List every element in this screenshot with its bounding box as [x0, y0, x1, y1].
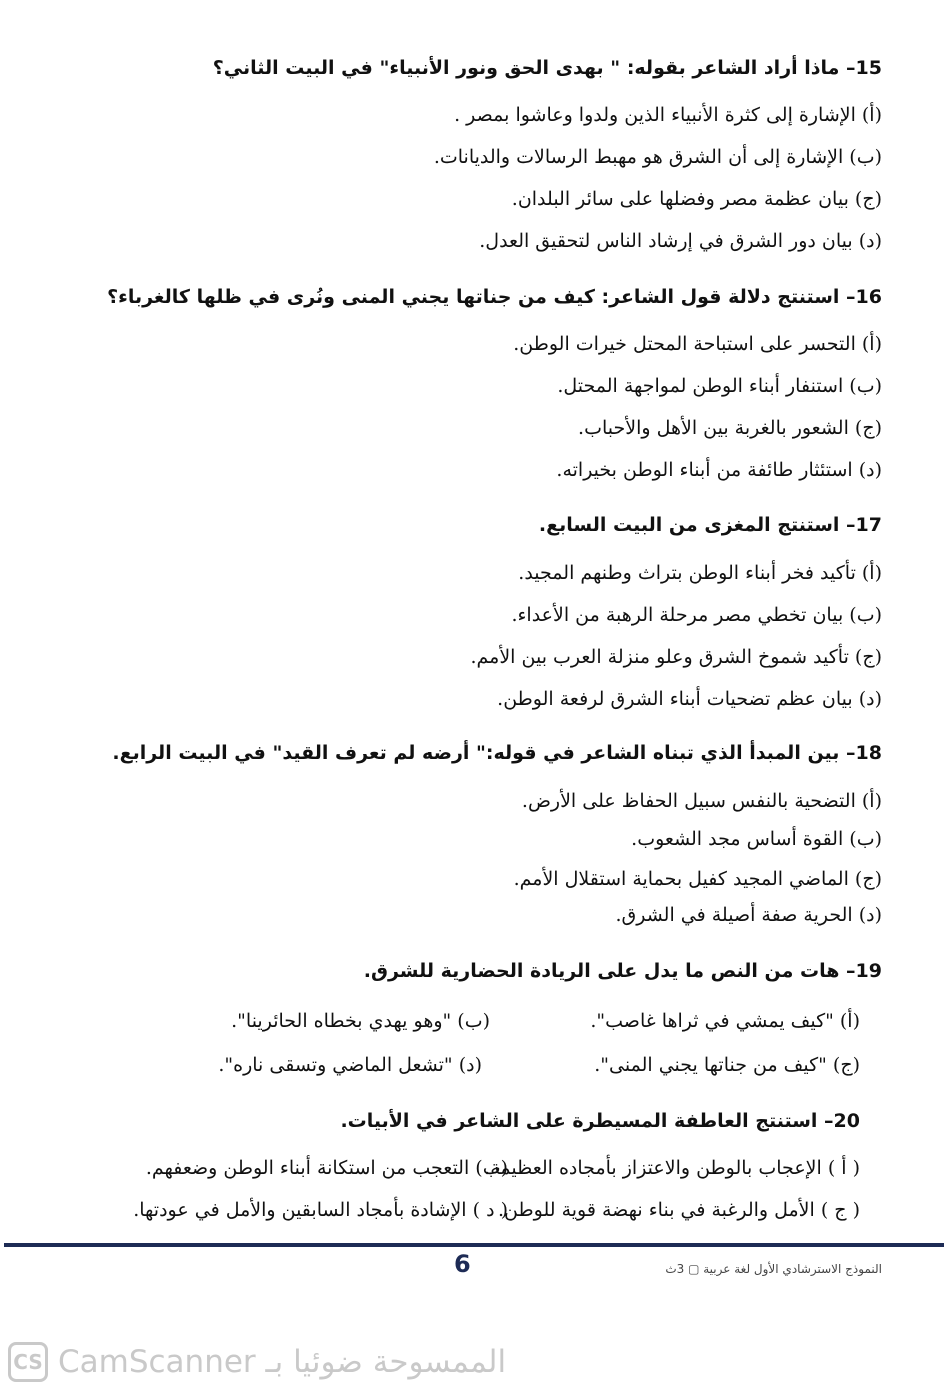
question-16: 16– استنتج دلالة قول الشاعر: كيف من جناتها يجني المنى ونُرى في ظلها كالغرباء؟: [107, 286, 882, 308]
q17-option-b: (ب) بيان تخطي مصر مرحلة الرهبة من الأعداء.: [511, 604, 882, 626]
q18-option-d: (د) الحرية صفة أصيلة في الشرق.: [615, 904, 882, 926]
q17-option-d: (د) بيان عظم تضحيات أبناء الشرق لرفعة الوطن.: [497, 688, 882, 710]
q19-option-b: (ب) "وهو يهدي بخطاه الحائرينا".: [231, 1010, 490, 1032]
question-20: 20– استنتج العاطفة المسيطرة على الشاعر في الأبيات.: [340, 1110, 860, 1132]
q20-option-c: ( ج ) الأمل والرغبة في بناء نهضة قوية للوطن.: [498, 1199, 860, 1221]
page-number: 6: [454, 1250, 471, 1278]
q18-option-c: (ج) الماضي المجيد كفيل بحماية استقلال الأمم.: [513, 868, 882, 890]
q17-option-c: (ج) تأكيد شموخ الشرق وعلو منزلة العرب بين الأمم.: [470, 646, 882, 668]
q16-option-a: (أ) التحسر على استباحة المحتل خيرات الوطن.: [513, 333, 882, 355]
q20-option-a: ( أ ) الإعجاب بالوطن والاعتزاز بأمجاده العظيمة.: [484, 1157, 860, 1179]
footer-divider: [4, 1243, 944, 1247]
q19-option-a: (أ) "كيف يمشي في ثراها غاصب".: [590, 1010, 860, 1032]
q15-option-d: (د) بيان دور الشرق في إرشاد الناس لتحقيق العدل.: [479, 230, 882, 252]
q18-option-a: (أ) التضحية بالنفس سبيل الحفاظ على الأرض.: [521, 790, 882, 812]
question-17: 17– استنتج المغزى من البيت السابع.: [538, 514, 882, 536]
q16-option-b: (ب) استنفار أبناء الوطن لمواجهة المحتل.: [557, 375, 882, 397]
q17-option-a: (أ) تأكيد فخر أبناء الوطن بتراث وطنهم المجيد.: [518, 562, 882, 584]
camscanner-text: الممسوحة ضوئيا بـ CamScanner: [58, 1344, 507, 1380]
question-18: 18– بين المبدأ الذي تبناه الشاعر في قوله:" أرضه لم تعرف القيد" في البيت الرابع.: [112, 742, 882, 764]
question-15: 15– ماذا أراد الشاعر بقوله: " بهدى الحق ونور الأنبياء" في البيت الثاني؟: [212, 57, 882, 79]
q16-option-c: (ج) الشعور بالغربة بين الأهل والأحباب.: [578, 417, 882, 439]
q16-option-d: (د) استئثار طائفة من أبناء الوطن بخيراته.: [556, 459, 882, 481]
q18-option-b: (ب) القوة أساس مجد الشعوب.: [631, 828, 882, 850]
q15-option-c: (ج) بيان عظمة مصر وفضلها على سائر البلدان.: [511, 188, 882, 210]
camscanner-watermark: [8, 1342, 506, 1382]
camscanner-logo-icon: CS: [8, 1342, 48, 1382]
q15-option-a: (أ) الإشارة إلى كثرة الأنبياء الذين ولدوا وعاشوا بمصر .: [454, 104, 882, 126]
question-19: 19– هات من النص ما يدل على الريادة الحضارية للشرق.: [363, 960, 882, 982]
q19-option-d: (د) "تشعل الماضي وتسقى ناره".: [218, 1054, 482, 1076]
q20-option-d: ( د ) الإشادة بأمجاد السابقين والأمل في عودتها.: [133, 1199, 508, 1221]
q15-option-b: (ب) الإشارة إلى أن الشرق هو مهبط الرسالات والديانات.: [433, 146, 882, 168]
q20-option-b: (ب) التعجب من استكانة أبناء الوطن وضعفهم.: [145, 1157, 508, 1179]
footer-caption: النموذج الاسترشادي الأول لغة عربية ▢ 3ث: [665, 1262, 882, 1276]
q19-option-c: (ج) "كيف من جناتها يجني المنى".: [594, 1054, 860, 1076]
